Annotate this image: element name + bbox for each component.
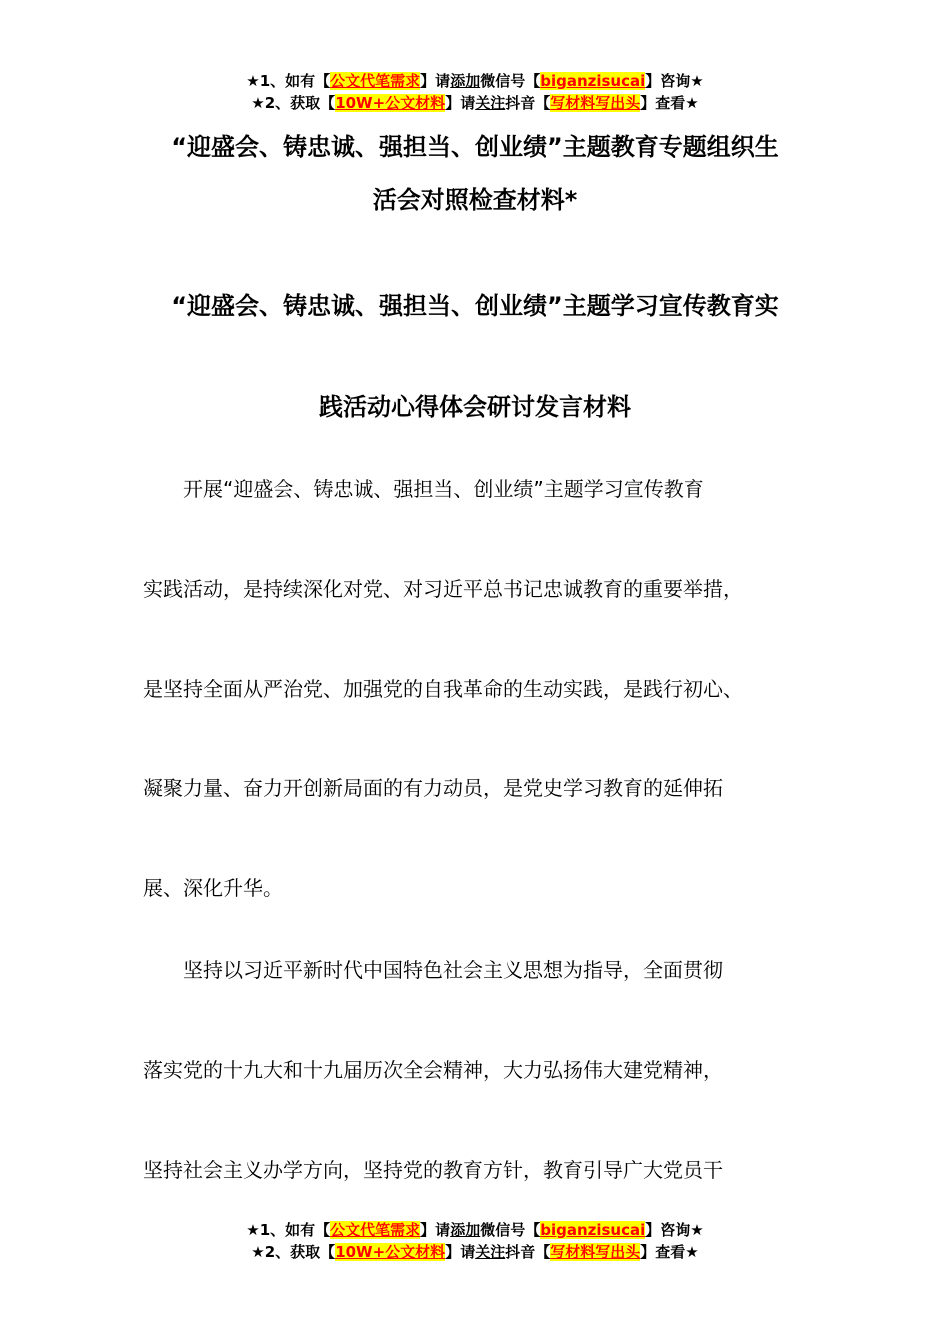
footer-ad-line-1 [0, 1219, 950, 1241]
ad-underlined-text: 关注 [475, 1243, 506, 1261]
document-subtitle-line-1: “迎盛会、铸忠诚、强担当、创业绩”主题学习宣传教育实 [171, 292, 779, 320]
ad-text: 微信号【 [480, 72, 541, 90]
paragraph-1-line: 凝聚力量、奋力开创新局面的有力动员，是党史学习教育的延伸拓 [143, 776, 723, 800]
ad-text: ★2、获取【 [251, 94, 336, 112]
ad-highlight-douyin: 写材料写出头 [550, 94, 641, 112]
ad-text: 】咨询★ [645, 72, 704, 90]
document-title-line-2: 活会对照检查材料* [372, 186, 578, 214]
ad-text: 微信号【 [480, 1221, 541, 1239]
ad-highlight-materials: 10W+公文材料 [335, 94, 446, 112]
paragraph-1-line: 是坚持全面从严治党、加强党的自我革命的生动实践，是践行初心、 [143, 677, 743, 701]
ad-highlight-materials: 10W+公文材料 [335, 1243, 446, 1261]
document-title-line-1: “迎盛会、铸忠诚、强担当、创业绩”主题教育专题组织生 [171, 133, 779, 161]
paragraph-1-line: 实践活动，是持续深化对党、对习近平总书记忠诚教育的重要举措， [143, 577, 743, 601]
ad-text: ★1、如有【 [246, 72, 331, 90]
ad-text: 】请 [420, 72, 451, 90]
ad-text: 】查看★ [640, 1243, 699, 1261]
footer-ad-line-2 [0, 1241, 950, 1263]
ad-highlight-wechat-id: biganzisucai [540, 1221, 646, 1239]
ad-text: 】咨询★ [645, 1221, 704, 1239]
ad-text: 】查看★ [640, 94, 699, 112]
ad-underlined-text: 添加 [450, 1221, 481, 1239]
ad-text: 】请 [445, 1243, 476, 1261]
ad-text: 】请 [420, 1221, 451, 1239]
document-subtitle-line-2: 践活动心得体会研讨发言材料 [319, 393, 631, 421]
ad-underlined-text: 关注 [475, 94, 506, 112]
paragraph-2-line: 坚持以习近平新时代中国特色社会主义思想为指导，全面贯彻 [183, 958, 723, 982]
ad-text: ★1、如有【 [246, 1221, 331, 1239]
header-ad-line-1 [0, 70, 950, 92]
ad-underlined-text: 添加 [450, 72, 481, 90]
ad-text: ★2、获取【 [251, 1243, 336, 1261]
header-ad [0, 70, 950, 114]
paragraph-1-line: 开展“迎盛会、铸忠诚、强担当、创业绩”主题学习宣传教育 [183, 477, 704, 501]
ad-text: 】请 [445, 94, 476, 112]
paragraph-2-line: 坚持社会主义办学方向，坚持党的教育方针，教育引导广大党员干 [143, 1158, 723, 1182]
header-ad-line-2 [0, 92, 950, 114]
paragraph-1-line: 展、深化升华。 [143, 876, 283, 900]
paragraph-2-line: 落实党的十九大和十九届历次全会精神，大力弘扬伟大建党精神， [143, 1058, 723, 1082]
ad-text: 抖音【 [505, 94, 551, 112]
ad-highlight-service: 公文代笔需求 [330, 72, 421, 90]
ad-highlight-wechat-id: biganzisucai [540, 72, 646, 90]
footer-ad [0, 1219, 950, 1263]
ad-highlight-service: 公文代笔需求 [330, 1221, 421, 1239]
ad-highlight-douyin: 写材料写出头 [550, 1243, 641, 1261]
ad-text: 抖音【 [505, 1243, 551, 1261]
